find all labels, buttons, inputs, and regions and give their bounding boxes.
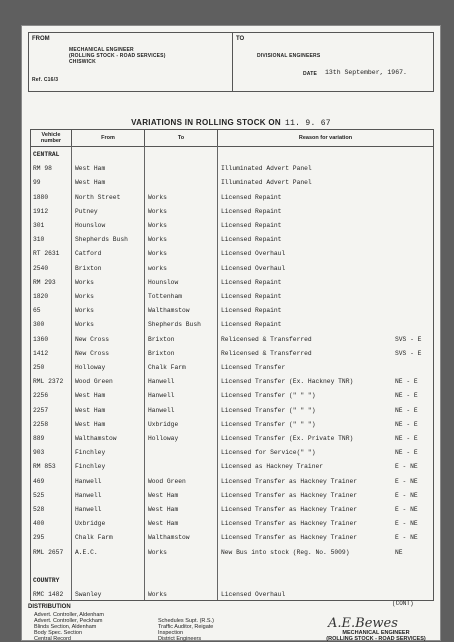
cell-from: Works bbox=[75, 307, 94, 315]
date-value: 13th September, 1967. bbox=[325, 69, 407, 76]
cell-code: E - NE bbox=[395, 534, 418, 542]
cell-reason: Licensed Transfer (" " ") bbox=[221, 392, 316, 400]
table-row bbox=[31, 205, 433, 219]
cell-to: West Ham bbox=[148, 491, 179, 499]
table-row bbox=[31, 560, 433, 574]
cell-from: Swanley bbox=[75, 591, 102, 599]
cell-from: Brixton bbox=[75, 264, 102, 272]
table-row bbox=[31, 418, 433, 432]
cell-to: Hanwell bbox=[148, 378, 175, 386]
cell-vehicle: 295 bbox=[33, 534, 45, 542]
cell-from: West Ham bbox=[75, 420, 106, 428]
cell-reason: Relicensed & Transferred bbox=[221, 335, 312, 343]
cell-reason: Licensed Transfer as Hackney Trainer bbox=[221, 520, 358, 528]
cell-reason: Licensed Repaint bbox=[221, 207, 282, 215]
cell-reason: Relicensed & Transferred bbox=[221, 349, 312, 357]
cell-vehicle: 469 bbox=[33, 477, 45, 485]
distribution-title: DISTRIBUTION bbox=[28, 604, 71, 610]
cell-vehicle: 903 bbox=[33, 449, 45, 457]
cell-from: Hanwell bbox=[75, 506, 102, 513]
cell-from: New Cross bbox=[75, 335, 110, 343]
col-from: From bbox=[72, 130, 145, 147]
cell-from: Works bbox=[75, 321, 94, 329]
cell-from: Hanwell bbox=[75, 477, 102, 485]
cell-vehicle: 310 bbox=[33, 236, 45, 244]
cell-from: Finchley bbox=[75, 463, 106, 471]
cell-vehicle: RT 2631 bbox=[33, 250, 60, 258]
cell-reason: Licensed Transfer (" " ") bbox=[221, 420, 316, 428]
cell-reason: Licensed Transfer (" " ") bbox=[221, 406, 316, 414]
cell-from: Finchley bbox=[75, 449, 106, 457]
cell-from: Putney bbox=[75, 207, 98, 215]
cell-vehicle: RMC 1482 bbox=[33, 591, 64, 599]
cell-to: Works bbox=[148, 193, 167, 201]
cell-to: works bbox=[148, 264, 167, 272]
signature: A.E.Bewes bbox=[328, 616, 398, 631]
sig-subtitle: (ROLLING STOCK - ROAD SERVICES) bbox=[326, 636, 426, 642]
table-row bbox=[31, 517, 433, 531]
col-reason: Reason for variation bbox=[218, 130, 433, 147]
cell-reason: Licensed Transfer (Ex. Hackney TNR) bbox=[221, 378, 354, 386]
cell-from: Works bbox=[75, 293, 94, 300]
table-row bbox=[31, 233, 433, 247]
from-line-3: CHISWICK bbox=[69, 59, 96, 65]
cell-from: Catford bbox=[75, 250, 102, 258]
to-section bbox=[233, 33, 433, 91]
cell-to: Shepherds Bush bbox=[148, 321, 201, 329]
to-line: DIVISIONAL ENGINEERS bbox=[257, 53, 321, 59]
dist-item: Schedules Supt. (R.S.) bbox=[158, 618, 214, 624]
cell-to: Hanwell bbox=[148, 392, 175, 400]
header-box bbox=[28, 32, 434, 92]
cell-reason: Licensed Repaint bbox=[221, 222, 282, 229]
cell-reason: Licensed for Service(" ") bbox=[221, 449, 316, 457]
cell-reason: Licensed Repaint bbox=[221, 293, 282, 300]
dist-item: Advert. Controller, Aldenham bbox=[34, 612, 105, 618]
table-row bbox=[31, 148, 433, 162]
cell-vehicle: 2256 bbox=[33, 392, 49, 400]
cell-to: West Ham bbox=[148, 520, 179, 528]
table-row bbox=[31, 361, 433, 375]
cell-from: North Street bbox=[75, 193, 121, 201]
cell-reason: Licensed Overhaul bbox=[221, 591, 286, 599]
cell-code: E - NE bbox=[395, 463, 418, 471]
cell-to: Works bbox=[148, 591, 167, 599]
dist-item: District Engineers bbox=[158, 636, 202, 642]
ref-number: Ref. C16/3 bbox=[32, 77, 59, 83]
from-section bbox=[29, 33, 233, 91]
cell-vehicle: 1880 bbox=[33, 193, 49, 201]
cell-vehicle: RM 98 bbox=[33, 165, 52, 173]
cell-vehicle: 250 bbox=[33, 364, 45, 371]
cell-reason: Licensed Transfer as Hackney Trainer bbox=[221, 506, 358, 513]
table-row bbox=[31, 318, 433, 332]
cell-vehicle: 301 bbox=[33, 222, 45, 229]
cell-to: Wood Green bbox=[148, 477, 186, 485]
cell-code: NE - E bbox=[395, 435, 418, 442]
table-row bbox=[31, 290, 433, 304]
continued-mark: (CONT) bbox=[392, 600, 414, 607]
cell-reason: Licensed Transfer as Hackney Trainer bbox=[221, 491, 358, 499]
cell-reason: Illuminated Advert Panel bbox=[221, 165, 312, 173]
table-row bbox=[31, 503, 433, 517]
cell-vehicle: 1912 bbox=[33, 207, 49, 215]
cell-from: Chalk Farm bbox=[75, 534, 113, 542]
col-to: To bbox=[145, 130, 218, 147]
cell-vehicle: 99 bbox=[33, 179, 41, 187]
cell-vehicle: RM 853 bbox=[33, 463, 56, 471]
cell-reason: Licensed Transfer as Hackney Trainer bbox=[221, 477, 358, 485]
cell-reason: Licensed Overhaul bbox=[221, 264, 286, 272]
cell-code: SVS - E bbox=[395, 335, 422, 343]
cell-code: NE - E bbox=[395, 392, 418, 400]
dist-item: Blinds Section, Aldenham bbox=[34, 624, 97, 630]
title-text: VARIATIONS IN ROLLING STOCK ON bbox=[131, 118, 281, 127]
col-vehicle: Vehicle number bbox=[31, 130, 72, 147]
title-date: 11. 9. 67 bbox=[284, 119, 331, 128]
cell-code: E - NE bbox=[395, 491, 418, 499]
table-row bbox=[31, 276, 433, 290]
cell-to: Works bbox=[148, 548, 167, 556]
cell-to: Holloway bbox=[148, 435, 179, 442]
cell-from: Works bbox=[75, 278, 94, 286]
table-row bbox=[31, 375, 433, 389]
cell-vehicle: RM 293 bbox=[33, 278, 56, 286]
cell-code: NE bbox=[395, 548, 403, 556]
cell-code: NE - E bbox=[395, 378, 418, 386]
cell-code: SVS - E bbox=[395, 349, 422, 357]
table-row bbox=[31, 432, 433, 446]
cell-from: West Ham bbox=[75, 392, 106, 400]
dist-item: Traffic Auditor, Reigate bbox=[158, 624, 214, 630]
cell-to: Walthamstow bbox=[148, 534, 190, 542]
cell-code: E - NE bbox=[395, 520, 418, 528]
dist-item: Central Record bbox=[34, 636, 71, 642]
cell-to: Uxbridge bbox=[148, 420, 179, 428]
dist-item: Advert. Controller, Peckham bbox=[34, 618, 103, 624]
cell-reason: Licensed Transfer as Hackney Trainer bbox=[221, 534, 358, 542]
cell-to: Tottenham bbox=[148, 293, 183, 300]
table-row bbox=[31, 475, 433, 489]
cell-reason: Illuminated Advert Panel bbox=[221, 179, 312, 187]
cell-reason: Licensed Repaint bbox=[221, 307, 282, 315]
cell-from: Walthamstow bbox=[75, 435, 117, 442]
cell-vehicle: 525 bbox=[33, 491, 45, 499]
cell-to: Hanwell bbox=[148, 406, 175, 414]
sig-title: MECHANICAL ENGINEER bbox=[342, 630, 410, 636]
cell-reason: Licensed Repaint bbox=[221, 193, 282, 201]
from-label: FROM bbox=[32, 36, 50, 42]
cell-vehicle: 2257 bbox=[33, 406, 49, 414]
from-line-2: (ROLLING STOCK - ROAD SERVICES) bbox=[69, 53, 166, 59]
document-sheet bbox=[22, 26, 440, 640]
cell-vehicle: 65 bbox=[33, 307, 41, 315]
table-row bbox=[31, 162, 433, 176]
cell-reason: Licensed Repaint bbox=[221, 278, 282, 286]
cell-code: NE - E bbox=[395, 449, 418, 457]
cell-code: NE - E bbox=[395, 406, 418, 414]
cell-reason: Licensed as Hackney Trainer bbox=[221, 463, 324, 471]
cell-from: Hanwell bbox=[75, 491, 102, 499]
cell-from: Shepherds Bush bbox=[75, 236, 128, 244]
cell-from: A.E.C. bbox=[75, 548, 98, 556]
signature-title bbox=[312, 630, 440, 642]
table-row bbox=[31, 531, 433, 545]
cell-from: West Ham bbox=[75, 179, 106, 187]
cell-to: Walthamstow bbox=[148, 307, 190, 315]
cell-reason: Licensed Repaint bbox=[221, 236, 282, 244]
table-row bbox=[31, 219, 433, 233]
cell-vehicle: 889 bbox=[33, 435, 45, 442]
table-row bbox=[31, 574, 433, 588]
table-row bbox=[31, 176, 433, 190]
table-row bbox=[31, 404, 433, 418]
to-label: TO bbox=[236, 36, 245, 42]
cell-to: Works bbox=[148, 250, 167, 258]
cell-code: E - NE bbox=[395, 477, 418, 485]
cell-code: E - NE bbox=[395, 506, 418, 513]
cell-reason: Licensed Overhaul bbox=[221, 250, 286, 258]
dist-item: Body Spec. Section bbox=[34, 630, 83, 636]
cell-from: West Ham bbox=[75, 165, 106, 173]
table-row bbox=[31, 191, 433, 205]
cell-to: Hounslow bbox=[148, 278, 179, 286]
cell-reason: Licensed Transfer bbox=[221, 364, 286, 371]
cell-vehicle: CENTRAL bbox=[33, 151, 60, 158]
cell-vehicle: RML 2372 bbox=[33, 378, 64, 386]
cell-vehicle: RML 2657 bbox=[33, 548, 64, 556]
cell-vehicle: 1412 bbox=[33, 349, 49, 357]
table-row bbox=[31, 304, 433, 318]
from-line-1: MECHANICAL ENGINEER bbox=[69, 47, 134, 53]
cell-from: New Cross bbox=[75, 349, 110, 357]
cell-from: Wood Green bbox=[75, 378, 113, 386]
table-row bbox=[31, 347, 433, 361]
cell-code: NE - E bbox=[395, 420, 418, 428]
cell-vehicle: 2258 bbox=[33, 420, 49, 428]
distribution-left bbox=[34, 612, 104, 642]
table-row bbox=[31, 333, 433, 347]
table-row bbox=[31, 262, 433, 276]
cell-vehicle: 300 bbox=[33, 321, 45, 329]
table-row bbox=[31, 247, 433, 261]
table-row bbox=[31, 446, 433, 460]
cell-vehicle: 2540 bbox=[33, 264, 49, 272]
table-row bbox=[31, 389, 433, 403]
cell-to: West Ham bbox=[148, 506, 179, 513]
cell-to: Works bbox=[148, 222, 167, 229]
cell-from: West Ham bbox=[75, 406, 106, 414]
cell-vehicle: COUNTRY bbox=[33, 577, 60, 584]
cell-vehicle: 1360 bbox=[33, 335, 49, 343]
cell-vehicle: 400 bbox=[33, 520, 45, 528]
table-row bbox=[31, 588, 433, 602]
dist-item: Inspection bbox=[158, 630, 184, 636]
table-row bbox=[31, 460, 433, 474]
date-label: DATE bbox=[303, 71, 318, 77]
cell-from: Hounslow bbox=[75, 222, 106, 229]
table-row bbox=[31, 489, 433, 503]
page-title bbox=[22, 118, 440, 128]
cell-to: Works bbox=[148, 236, 167, 244]
variations-table bbox=[30, 129, 434, 601]
cell-vehicle: 1820 bbox=[33, 293, 49, 300]
cell-from: Uxbridge bbox=[75, 520, 106, 528]
cell-from: Holloway bbox=[75, 364, 106, 371]
cell-vehicle: 528 bbox=[33, 506, 45, 513]
table-row bbox=[31, 546, 433, 560]
cell-to: Works bbox=[148, 207, 167, 215]
cell-reason: New Bus into stock (Reg. No. 5009) bbox=[221, 548, 350, 556]
cell-to: Brixton bbox=[148, 349, 175, 357]
cell-to: Brixton bbox=[148, 335, 175, 343]
cell-to: Chalk Farm bbox=[148, 364, 186, 371]
cell-reason: Licensed Transfer (Ex. Private TNR) bbox=[221, 435, 354, 442]
cell-reason: Licensed Repaint bbox=[221, 321, 282, 329]
distribution-right bbox=[158, 618, 214, 642]
